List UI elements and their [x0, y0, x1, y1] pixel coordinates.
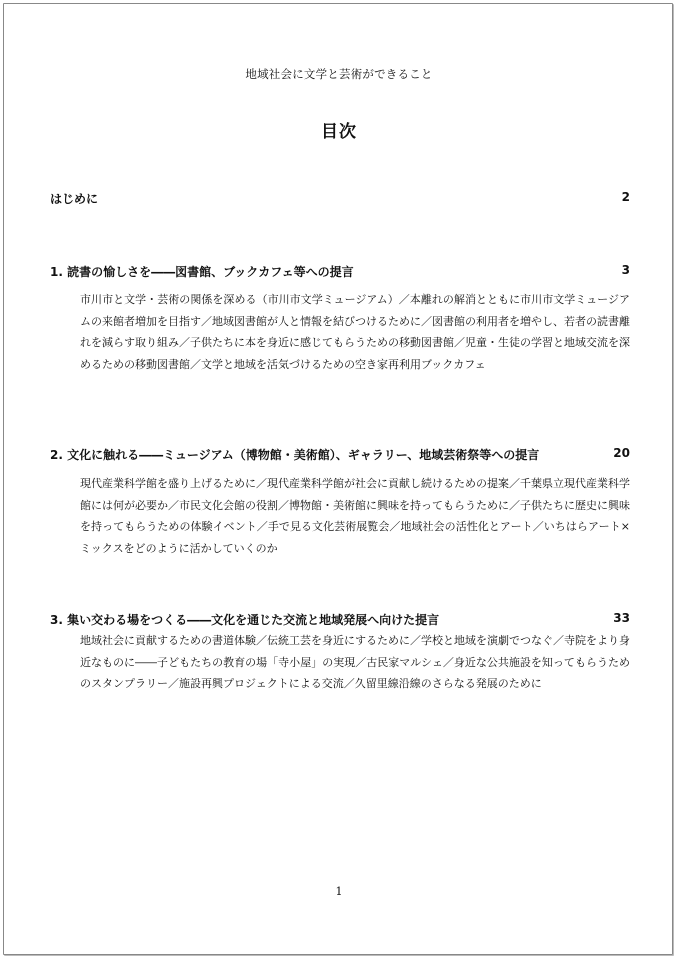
- toc-entry-description: 市川市と文学・芸術の関係を深める（市川市文学ミュージアム）／本離れの解消とともに市川市文学ミュージアムの来館者増加を目指す／地域図書館が人と情報を結びつけるために／図書館の利用者を増やし、若者の読書離れを減らす取り組み／子供たちに本を身近に感じてもらうための移動図書館／児童・生徒の学習と地域交流を深めるための移動図書館／文学と地域を活気づけるための空き家再利用ブックカフェ: [80, 293, 630, 371]
- toc-entry-heading: 3. 集い交わる場をつくる――文化を通じた交流と地域発展へ向けた提言: [50, 613, 440, 627]
- toc-entry-section-2[interactable]: [50, 446, 630, 463]
- page-number: 1: [335, 885, 343, 898]
- toc-entry-page: 33: [613, 611, 630, 625]
- toc-entry-heading: 1. 読書の愉しさを――図書館、ブックカフェ等への提言: [50, 265, 354, 279]
- toc-title: 目次: [321, 122, 357, 142]
- toc-entry-description: 現代産業科学館を盛り上げるために／現代産業科学館が社会に貢献し続けるための提案／千葉県立現代産業科学館には何が必要か／市民文化会館の役割／博物館・美術館に興味を持ってもらうために／子供たちに歴史に興味を持ってもらうための体験イベント／手で見る文化芸術展覧会／地域社会の活性化とアート／いちはらアート×ミックスをどのように活かしていくのか: [80, 477, 630, 555]
- toc-entry-intro[interactable]: [50, 190, 630, 207]
- toc-entry-heading: 2. 文化に触れる――ミュージアム（博物館・美術館）、ギャラリー、地域芸術祭等への提言: [50, 448, 540, 462]
- toc-entry-page: 3: [621, 263, 630, 277]
- toc-entry-label: はじめに: [50, 192, 99, 206]
- toc-entry-section-3[interactable]: [50, 611, 630, 628]
- toc-entry-page: 20: [613, 446, 630, 460]
- toc-entry-description: 地域社会に貢献するための書道体験／伝統工芸を身近にするために／学校と地域を演劇でつなぐ／寺院をより身近なものに――子どもたちの教育の場「寺小屋」の実現／古民家マルシェ／身近な公共施設を知ってもらうためのスタンプラリー／施設再興プロジェクトによる交流／久留里線沿線のさらなる発展のために: [80, 634, 630, 690]
- toc-entry-section-1[interactable]: [50, 263, 630, 280]
- toc-entry-page: 2: [621, 190, 630, 204]
- document-subtitle: 地域社会に文学と芸術ができること: [245, 67, 433, 81]
